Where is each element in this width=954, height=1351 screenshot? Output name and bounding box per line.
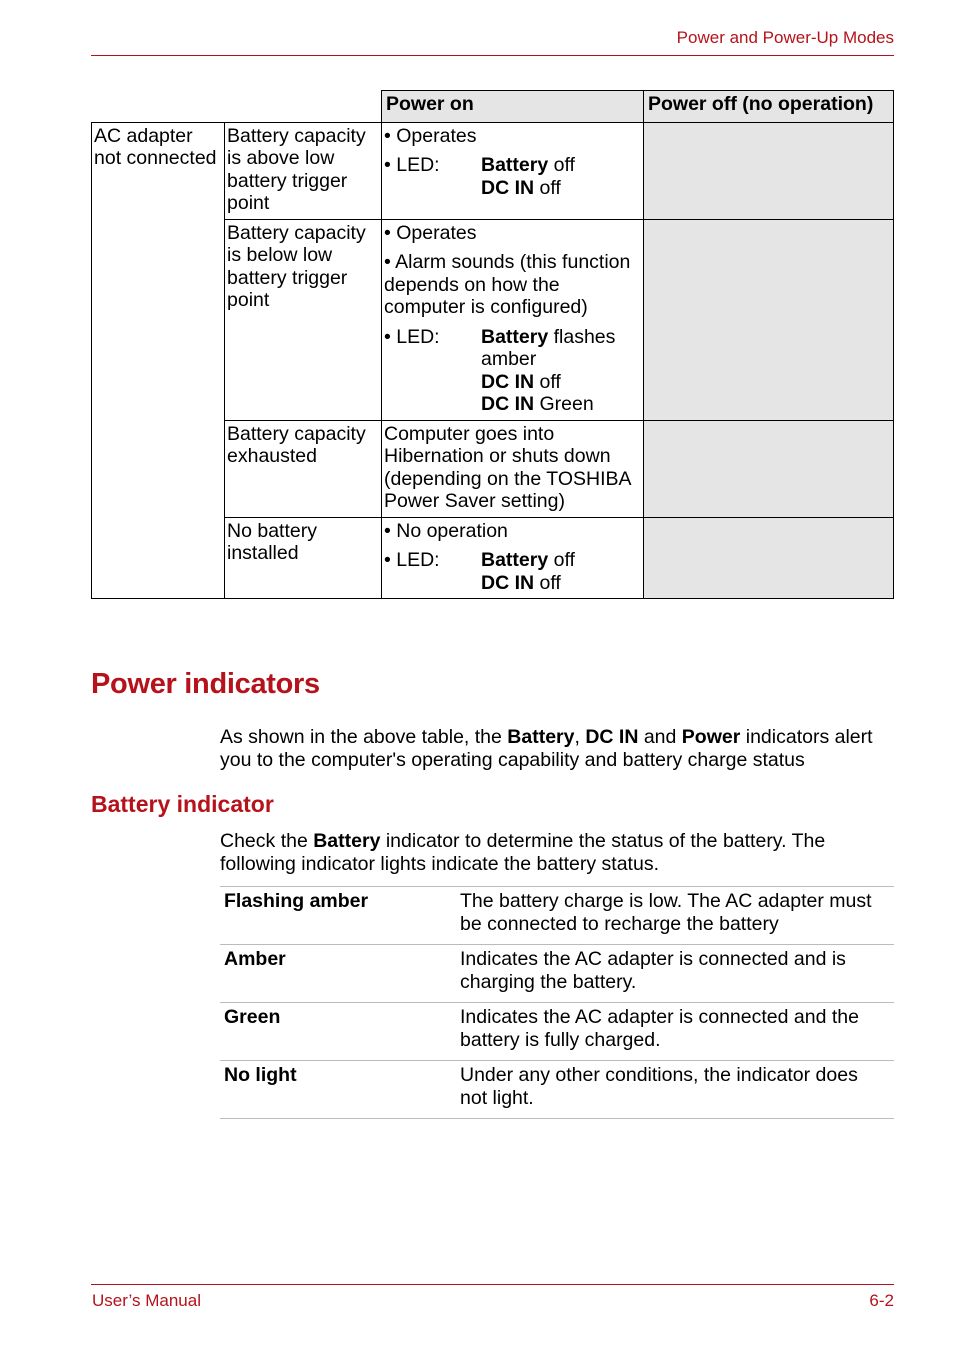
item-text: Computer goes into Hibernation or shuts down (depending on the TOSHIBA Power Saver setting) [384, 422, 631, 512]
item-text: • Operates [384, 221, 477, 244]
led-label: • LED: [384, 154, 440, 176]
led-state: off [548, 549, 575, 571]
led-name: DC IN [481, 571, 535, 594]
running-header: Power and Power-Up Modes [676, 28, 894, 47]
power-on-cell [382, 122, 644, 219]
led-status [384, 326, 641, 416]
section-title: Power indicators [91, 668, 320, 700]
condition-cell: Battery capacity is below low battery trigger point [225, 219, 382, 420]
power-off-cell [644, 517, 894, 599]
footer-rule [91, 1284, 894, 1285]
led-name: DC IN [481, 370, 535, 393]
item-text: • No operation [384, 519, 508, 542]
condition-cell: No battery installed [225, 517, 382, 599]
page-number: 6-2 [869, 1291, 894, 1310]
led-name: Battery [481, 325, 549, 348]
led-label: • LED: [384, 325, 440, 348]
subsection-title: Battery indicator [91, 791, 274, 817]
led-state: off [534, 571, 561, 594]
led-state: flashes amber [481, 325, 616, 370]
status-description: Indicates the AC adapter is connected and the battery is fully charged. [456, 1003, 894, 1061]
led-state: Green [534, 393, 594, 415]
led-state: off [534, 176, 561, 199]
footer-manual-title: User’s Manual [92, 1291, 201, 1310]
table-row [92, 122, 894, 219]
table-row [220, 945, 894, 1003]
intro-paragraph: As shown in the above table, the Battery, DC IN and Power indicators alert you to the computer's operating capability and battery charge status [220, 726, 873, 771]
status-term: Flashing amber [220, 887, 456, 945]
table-header-row [92, 91, 894, 123]
led-status [384, 549, 641, 594]
power-modes-table [91, 90, 894, 599]
status-description: Under any other conditions, the indicator does not light. [456, 1061, 894, 1119]
led-name: DC IN [481, 393, 535, 415]
power-on-cell [382, 219, 644, 420]
power-off-cell [644, 219, 894, 420]
power-on-cell [382, 420, 644, 517]
status-term: Amber [220, 945, 456, 1003]
led-label: • LED: [384, 549, 440, 571]
status-description: The battery charge is low. The AC adapter must be connected to recharge the battery [456, 887, 894, 945]
power-off-cell [644, 420, 894, 517]
condition-cell: Battery capacity is above low battery trigger point [225, 122, 382, 219]
led-name: Battery [481, 549, 549, 571]
table-row [220, 887, 894, 945]
item-text: • Operates [384, 124, 477, 147]
led-state: off [534, 370, 561, 393]
led-name: Battery [481, 154, 549, 176]
table-row [220, 1061, 894, 1119]
table-row [220, 1003, 894, 1061]
power-off-cell [644, 122, 894, 219]
group-label: AC adapter not connected [92, 122, 225, 599]
power-on-cell [382, 517, 644, 599]
led-state: off [548, 154, 575, 176]
led-name: DC IN [481, 176, 535, 199]
battery-paragraph: Check the Battery indicator to determine the status of the battery. The following indicator lights indicate the battery status. [220, 830, 826, 875]
header-power-on: Power on [382, 91, 644, 123]
condition-cell: Battery capacity exhausted [225, 420, 382, 517]
status-description: Indicates the AC adapter is connected and is charging the battery. [456, 945, 894, 1003]
led-status [384, 154, 641, 199]
header-rule [91, 55, 894, 56]
status-term: No light [220, 1061, 456, 1119]
item-text: • Alarm sounds (this function depends on how the computer is configured) [384, 251, 631, 318]
status-term: Green [220, 1003, 456, 1061]
header-power-off: Power off (no operation) [644, 91, 894, 123]
battery-status-table [220, 886, 894, 1119]
